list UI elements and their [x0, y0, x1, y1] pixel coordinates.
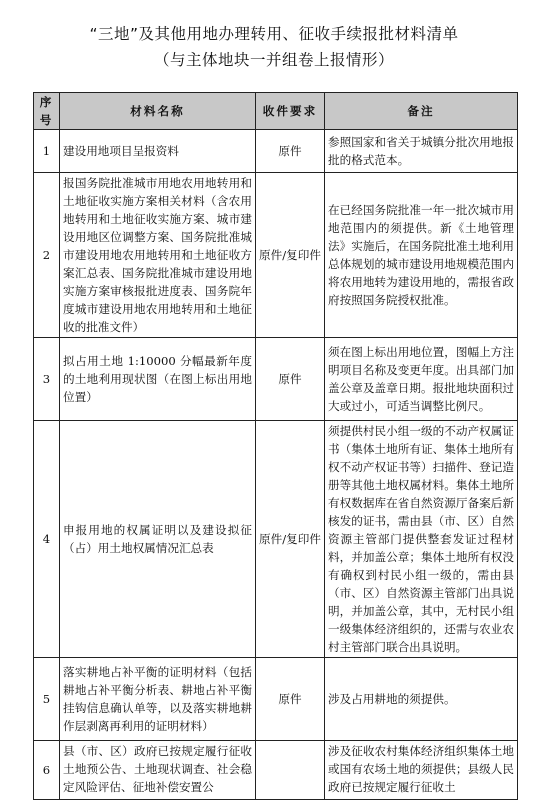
material-name: 县（市、区）政府已按规定履行征收土地预公告、土地现状调查、社会稳定风险评估、征地补偿安置公 [60, 741, 256, 800]
material-name: 报国务院批准城市用地农用地转用和土地征收实施方案相关材料（含农用地转用和土地征收实施方案、城市建设用地区位调整方案、国务院批准城市建设用地农用地转用和土地征收方案汇总表、国务院批准城市建设用地实施方案审核报批进度表、国务院年度城市建设用地农用地转用和土地征收的批准文件） [60, 173, 256, 338]
row-number: 5 [34, 658, 60, 741]
row-number: 6 [34, 741, 60, 800]
materials-table [33, 92, 518, 800]
requirement: 原件/复印件 [256, 173, 325, 338]
header-requirement: 收件要求 [256, 93, 325, 130]
table-header-row [34, 93, 518, 130]
material-name: 建设用地项目呈报资料 [60, 130, 256, 173]
requirement: 原件 [256, 130, 325, 173]
requirement: 原件 [256, 338, 325, 421]
table-row [34, 338, 518, 421]
header-material-name: 材料名称 [60, 93, 256, 130]
table-row [34, 658, 518, 741]
material-name: 申报用地的权属证明以及建设拟征（占）用土地权属情况汇总表 [60, 421, 256, 658]
note: 在已经国务院批准一年一批次城市用地范围内的须提供。新《土地管理法》实施后，在国务院批准土地利用总体规划的城市建设用地规模范围内将农用地转为建设用地的，需报省政府按照国务院授权批准。 [325, 173, 518, 338]
table-row [34, 130, 518, 173]
material-name: 拟占用土地 1:10000 分幅最新年度的土地利用现状图（在图上标出用地位置） [60, 338, 256, 421]
row-number: 3 [34, 338, 60, 421]
note: 须提供村民小组一级的不动产权属证书（集体土地所有证、集体土地所有权不动产权证书等）扫描件、登记造册等其他土地权属材料。集体土地所有权数据库在省自然资源厅备案后新核发的证书，需由县（市、区）自然资源主管部门提供整套发证过程材料，并加盖公章；集体土地所有权没有确权到村民小组一级的，需由县（市、区）自然资源主管部门出具说明，并加盖公章，其中，无村民小组一级集体经济组织的，还需与农业农村主管部门联合出具说明。 [325, 421, 518, 658]
document-subtitle: （与主体地块一并组卷上报情形） [153, 51, 394, 69]
table-row [34, 741, 518, 800]
row-number: 2 [34, 173, 60, 338]
row-number: 1 [34, 130, 60, 173]
note: 涉及占用耕地的须提供。 [325, 658, 518, 741]
note: 参照国家和省关于城镇分批次用地报批的格式范本。 [325, 130, 518, 173]
table-row [34, 421, 518, 658]
table-row [34, 173, 518, 338]
document-title: “三地”及其他用地办理转用、征收手续报批材料清单 [89, 25, 459, 43]
requirement: 原件 [256, 658, 325, 741]
requirement [256, 741, 325, 800]
requirement: 原件/复印件 [256, 421, 325, 658]
header-note: 备注 [325, 93, 518, 130]
row-number: 4 [34, 421, 60, 658]
note: 涉及征收农村集体经济组织集体土地或国有农场土地的须提供；县级人民政府已按规定履行征收土 [325, 741, 518, 800]
material-name: 落实耕地占补平衡的证明材料（包括耕地占补平衡分析表、耕地占补平衡挂钩信息确认单等，以及落实耕地耕作层剥离再利用的证明材料） [60, 658, 256, 741]
header-number: 序号 [34, 93, 60, 130]
note: 须在图上标出用地位置，图幅上方注明项目名称及变更年度。出具部门加盖公章及盖章日期。报批地块面积过大或过小，可适当调整比例尺。 [325, 338, 518, 421]
